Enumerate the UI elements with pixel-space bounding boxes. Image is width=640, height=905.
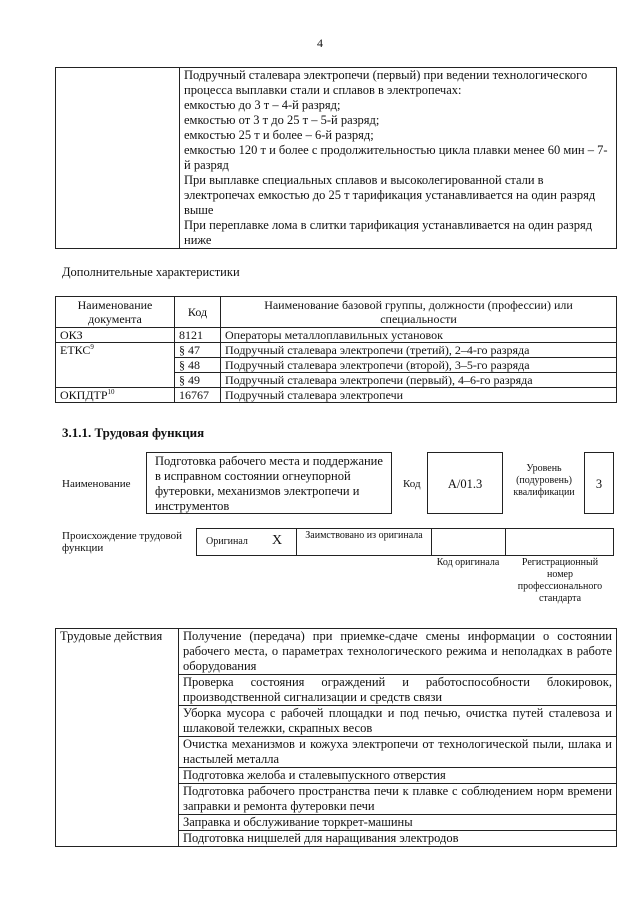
- code-label: Код: [403, 478, 421, 490]
- additional-title: Дополнительные характеристики: [62, 265, 240, 279]
- code-original-caption: Код оригинала: [436, 557, 500, 568]
- table-row: [56, 328, 617, 343]
- doc-name: [56, 358, 175, 373]
- paragraph: емкостью 120 т и более с продолжительностью цикла плавки менее 60 мин – 7-й разряд: [184, 143, 608, 172]
- empty-cell: [56, 68, 180, 249]
- function-heading: 3.1.1. Трудовая функция: [62, 425, 205, 440]
- labor-action: Подготовка желоба и сталевыпускного отверстия: [179, 768, 617, 784]
- doc-name: [56, 373, 175, 388]
- code-cell: 16767: [175, 388, 221, 403]
- function-code-box: [427, 452, 503, 514]
- labor-action: Проверка состояния ограждений и работоспособности блокировок, производственной сигнализации и средств связи: [179, 675, 617, 706]
- additional-table: [55, 296, 617, 403]
- function-code: А/01.3: [447, 477, 483, 491]
- code-cell: § 49: [175, 373, 221, 388]
- paragraph: емкостью от 3 т до 25 т – 5-й разряд;: [184, 113, 380, 127]
- labor-action: Уборка мусора с рабочей площадки и под печью, очистка путей сталевоза и шлаковой тележки, скрапных весов: [179, 706, 617, 737]
- code-cell: § 48: [175, 358, 221, 373]
- page-number: 4: [317, 36, 323, 50]
- footnote-ref: 9: [90, 343, 94, 351]
- labor-actions-table: [55, 628, 617, 847]
- name-cell: Подручный сталевара электропечи (третий), 2–4-го разряда: [221, 343, 617, 358]
- borrowed-label: Заимствовано из оригинала: [305, 530, 423, 541]
- labor-action: Получение (передача) при приемке-сдаче смены информации о состоянии рабочего места, о параметрах технологического режима и неполадках в работе оборудования: [179, 629, 617, 675]
- footnote-ref: 10: [107, 388, 115, 396]
- labor-action: Очистка механизмов и кожуха электропечи от технологической пыли, шлака и настылей металла: [179, 737, 617, 768]
- table-row: [56, 388, 617, 403]
- name-cell: Подручный сталевара электропечи (первый), 4–6-го разряда: [221, 373, 617, 388]
- table-row: [56, 629, 617, 675]
- qualification-table: [55, 67, 617, 249]
- reg-number-box: [506, 528, 614, 556]
- name-cell: Подручный сталевара электропечи (второй), 3–5-го разряда: [221, 358, 617, 373]
- paragraph: емкостью до 3 т – 4-й разряд;: [184, 98, 341, 112]
- col-header: Наименование документа: [56, 297, 175, 328]
- level-box: [584, 452, 614, 514]
- name-label: Наименование: [62, 478, 131, 490]
- table-row: [56, 358, 617, 373]
- level-value: 3: [595, 477, 603, 491]
- paragraph: емкостью 25 т и более – 6-й разряд;: [184, 128, 374, 142]
- origin-label: Происхождение трудовой функции: [62, 530, 183, 554]
- name-cell: Операторы металлоплавильных установок: [221, 328, 617, 343]
- function-name: Подготовка рабочего места и поддержание в исправном состоянии огнеупорной футеровки, механизмов электропечи и инструментов: [155, 454, 383, 513]
- reg-number-caption: Регистрационный номер профессионального стандарта: [517, 557, 603, 604]
- paragraph: Подручный сталевара электропечи (первый) при ведении технологического процесса выплавки стали и сплавов в электропечах:: [184, 68, 588, 97]
- paragraph: При выплавке специальных сплавов и высоколегированной стали в электропечах емкостью до 25 т тарификация устанавливается на один разряд выше: [184, 173, 596, 217]
- paragraph: При переплавке лома в слитки тарификация устанавливается на один разряд ниже: [184, 218, 593, 247]
- code-original-box: [432, 528, 506, 556]
- code-cell: 8121: [175, 328, 221, 343]
- col-header: Наименование базовой группы, должности (профессии) или специальности: [221, 297, 617, 328]
- labor-actions-label: Трудовые действия: [56, 629, 179, 847]
- labor-action: Подготовка ницшелей для наращивания электродов: [179, 831, 617, 847]
- level-label: Уровень (подуровень) квалификации: [513, 463, 575, 498]
- table-row: [56, 343, 617, 358]
- qualification-cell: [180, 68, 617, 249]
- code-cell: § 47: [175, 343, 221, 358]
- doc-name: ЕТКС: [60, 343, 91, 357]
- doc-name: ОКПДТР: [60, 388, 108, 402]
- labor-action: Заправка и обслуживание торкрет-машины: [179, 815, 617, 831]
- name-cell: Подручный сталевара электропечи: [221, 388, 617, 403]
- original-mark: X: [272, 533, 283, 548]
- col-header: Код: [175, 297, 221, 328]
- original-label: Оригинал: [206, 536, 248, 547]
- function-name-box: [146, 452, 392, 514]
- doc-name: ОКЗ: [60, 328, 83, 342]
- labor-action: Подготовка рабочего пространства печи к плавке с соблюдением норм времени заправки и ремонта футеровки печи: [179, 784, 617, 815]
- table-row: [56, 373, 617, 388]
